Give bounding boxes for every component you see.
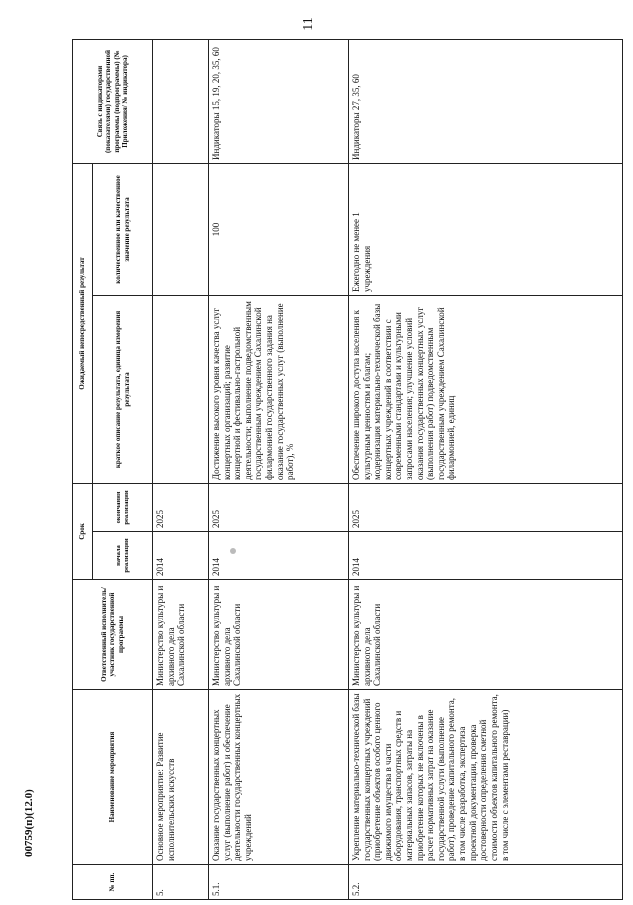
table-row — [349, 39, 623, 899]
row-num: 5.1. — [209, 865, 349, 900]
header-result-value: количественное или качественное значение результата — [93, 163, 153, 295]
row-executor: Министерство культуры и архивного дела Сахалинской области — [349, 580, 623, 690]
row-num: 5.2. — [349, 865, 623, 900]
row-executor: Министерство культуры и архивного дела Сахалинской области — [153, 580, 209, 690]
header-term: Срок — [73, 483, 93, 579]
row-desc: Достижение высокого уровня качества услуг концертных организаций; развитие концертной и фестивально-гастрольной деятельности; выполнение подведомственным государственным учреждением Сахалинской филармонией государственного задания на оказание государственных услуг (выполнение работ), % — [209, 295, 349, 483]
header-term-start: начала реализации — [93, 532, 153, 580]
header-row-1 — [73, 39, 93, 899]
row-end: 2025 — [153, 483, 209, 531]
table-row — [153, 39, 209, 899]
row-value: Ежегодно не менее 1 учреждения — [349, 163, 623, 295]
row-desc: Обеспечение широкого доступа населения к культурным ценностям и благам; модернизация материально-технической базы концертных учреждений в соответствии с современными стандартами и культурными запросами населения; улучшение условий оказания государственных концертных услуг (выполнения работ) подведомственным государственным учреждением Сахалинской филармонией, единиц — [349, 295, 623, 483]
header-num: № пп. — [73, 865, 153, 900]
page-number: 11 — [301, 17, 316, 31]
document-code: 00759(п)(12.0) — [23, 789, 35, 857]
row-value — [153, 163, 209, 295]
header-executor: Ответственный исполнитель/участник государственной программы — [73, 580, 153, 690]
measures-table — [72, 39, 623, 900]
row-link: Индикаторы 15, 19, 20, 35, 60 — [209, 39, 349, 163]
row-value: 100 — [209, 163, 349, 295]
row-link: Индикаторы 27, 35, 60 — [349, 39, 623, 163]
table-area — [72, 40, 622, 900]
header-result-desc: краткое описание результата, единица измерения результата — [93, 295, 153, 483]
row-event: Оказание государственных концертных услуг (выполнение работ) и обеспечение деятельности государственных концертных учреждений — [209, 690, 349, 865]
row-executor: Министерство культуры и архивного дела Сахалинской области — [209, 580, 349, 690]
header-event: Наименование мероприятия — [73, 690, 153, 865]
table-row — [209, 39, 349, 899]
header-result: Ожидаемый непосредственный результат — [73, 163, 93, 483]
row-event: Основное мероприятие: Развитие исполнительских искусств — [153, 690, 209, 865]
row-event: Укрепление материально-технической базы государственных концертных учреждений (приобретение объектов особого ценного движимого имущества в части оборудования, транспортных средств и материальных запасов, затраты на приобретение которых не включены в расчет нормативных затрат на оказание государственной услуги (выполнение работ), проведение капитального ремонта, в том числе разработка, экспертиза проектной документации, проверка достоверности определения сметной стоимости объектов капитального ремонта, в том числе с элементами реставрации) — [349, 690, 623, 865]
scan-dot — [230, 548, 236, 554]
row-link — [153, 39, 209, 163]
row-num: 5. — [153, 865, 209, 900]
row-end: 2025 — [349, 483, 623, 531]
row-desc — [153, 295, 209, 483]
row-start: 2014 — [153, 532, 209, 580]
row-start: 2014 — [349, 532, 623, 580]
rotated-table-container — [72, 40, 622, 900]
row-end: 2025 — [209, 483, 349, 531]
row-start: 2014 — [209, 532, 349, 580]
header-term-end: окончания реализации — [93, 483, 153, 531]
header-link: Связь с индикаторами (показателями) государственной программы (подпрограммы) (№ Приложения/ № индикатора) — [73, 39, 153, 163]
